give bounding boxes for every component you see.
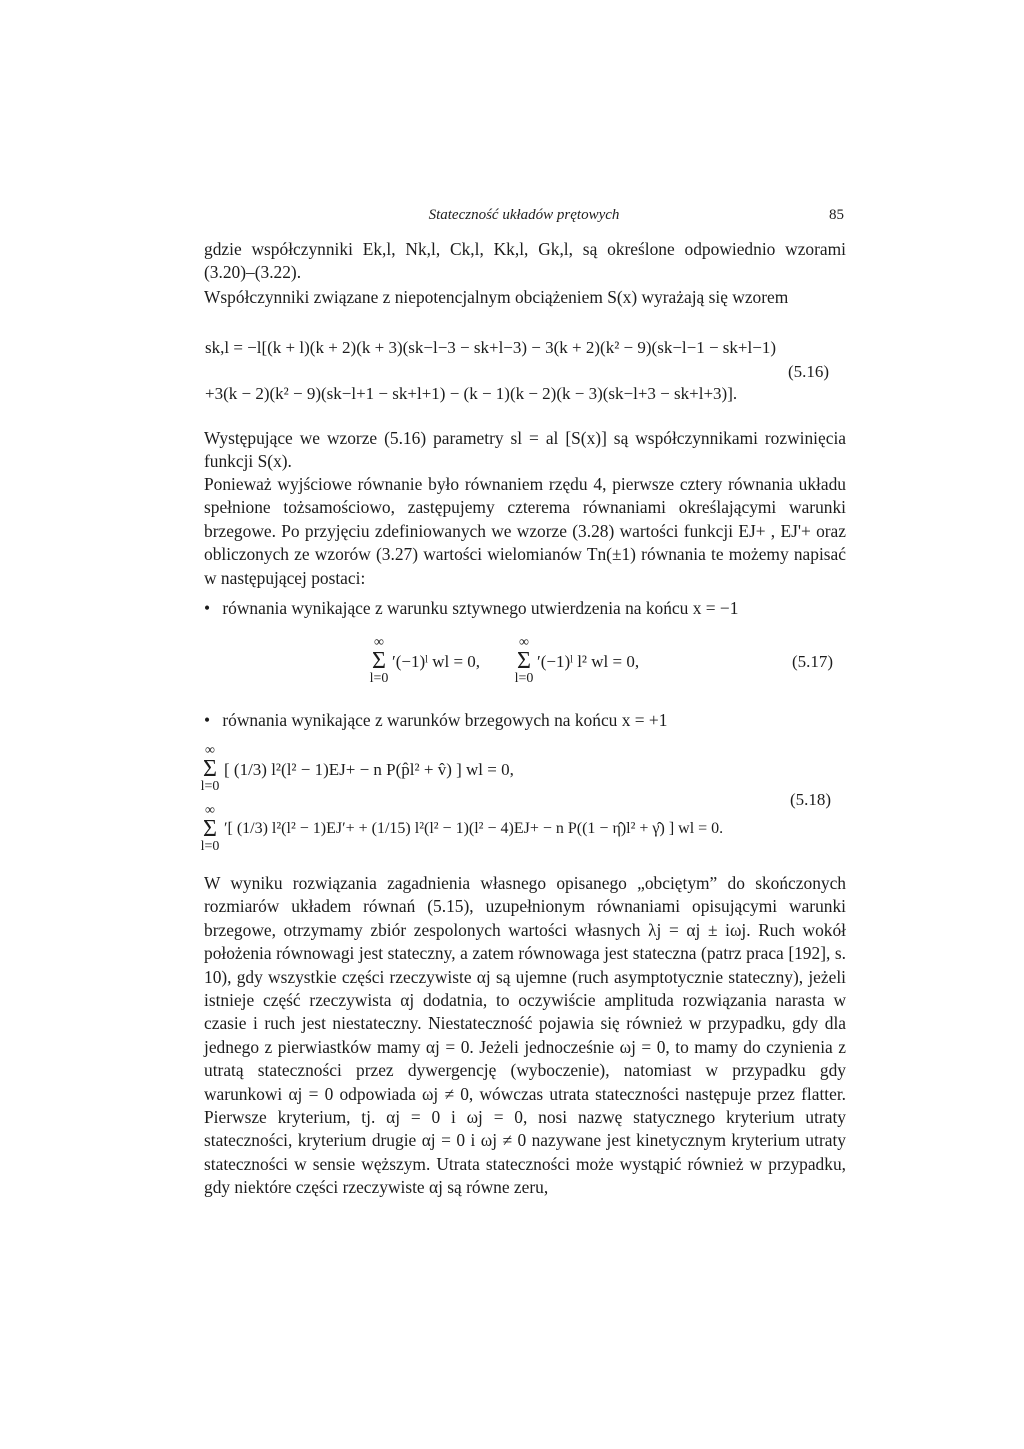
sigma-icon: Σ	[203, 756, 217, 782]
equation-number-5-18: (5.18)	[790, 790, 832, 809]
bullet-1	[204, 598, 738, 619]
sum-sign	[512, 636, 536, 686]
equation-5-16-line-1: sk,l = −l[(k + l)(k + 2)(k + 3)(sk−l−3 − sk+l−3) − 3(k + 2)(k² − 9)(sk−l−1 − sk+l−1)	[205, 338, 776, 357]
bullet-2-text: równania wynikające z warunków brzegowych na końcu x = +1	[222, 710, 668, 730]
bullet-1-text: równania wynikające z warunku sztywnego utwierdzenia na końcu x = −1	[222, 598, 739, 618]
paragraph-1: gdzie współczynniki Ek,l, Nk,l, Ck,l, Kk,l, Gk,l, są określone odpowiednio wzorami (3.20)–(3.22).	[204, 239, 846, 283]
sigma-icon: Σ	[372, 648, 386, 674]
paragraph-4: Ponieważ wyjściowe równanie było równaniem rzędu 4, pierwsze cztery równania układu spełnione tożsamościowo, zastępujemy czterema równaniami określającymi warunki brzegowe. Po przyjęciu zdefiniowanych we wzorze (3.28) wartości funkcji EJ+ , EJ'+ oraz obliczonych ze wzorów (3.27) wartości wielomianów Tn(±1) równania te możemy napisać w następującej postaci:	[204, 474, 846, 588]
page-header	[204, 207, 844, 229]
equation-number-5-17: (5.17)	[792, 652, 834, 671]
sigma-icon: Σ	[203, 816, 217, 842]
sum-lower-limit: l=0	[200, 839, 220, 854]
bullet-2	[204, 710, 667, 731]
sum-sign	[367, 636, 391, 686]
equation-5-16-line-2: +3(k − 2)(k² − 9)(sk−l+1 − sk+l+1) − (k − 1)(k − 2)(k − 3)(sk−l+3 − sk+l+3)].	[205, 384, 738, 403]
sum-upper-limit: ∞	[519, 635, 529, 650]
sum-sign	[198, 804, 222, 854]
paragraph-5: W wyniku rozwiązania zagadnienia własnego opisanego „obciętym” do skończonych rozmiarów układem równań (5.15), uzupełnionym równaniami opisującymi warunki brzegowe, otrzymamy zbiór zespolonych wartości własnych λj = αj ± iωj. Ruch wokół położenia równowagi jest stateczny, a zatem równowaga jest stateczna (patrz praca [192], s. 10), gdy wszystkie części rzeczywiste αj są ujemne (ruch asymptotycznie stateczny), jeżeli istnieje część rzeczywista αj dodatnia, to oczywiście amplituda rozwiązania narasta w czasie i ruch jest niestateczny. Niestateczność pojawia się również w przypadku, gdy dla jednego z pierwiastków mamy αj = 0. Jeżeli jednocześnie ωj = 0, to mamy do czynienia z utratą stateczności przez dywergencję (wyboczenie), natomiast w przypadku gdy warunkowi αj = 0 odpowiada ωj ≠ 0, wówczas utrata stateczności następuje przez flatter. Pierwsze kryterium, tj. αj = 0 i ωj = 0, nosi nazwę statycznego kryterium utraty stateczności, kryterium drugie αj = 0 i ωj ≠ 0 nazywane jest kinetycznym kryterium utraty stateczności w sensie węższym. Utrata stateczności może wystąpić również w przypadku, gdy niektóre części rzeczywiste αj są równe zeru,	[204, 873, 846, 1198]
paragraph-2: Współczynniki związane z niepotencjalnym obciążeniem S(x) wyrażają się wzorem	[204, 287, 789, 307]
sum-upper-limit: ∞	[205, 803, 215, 818]
bullet-dot-icon: •	[204, 598, 211, 618]
sum-lower-limit: l=0	[514, 671, 534, 686]
sigma-icon: Σ	[517, 648, 531, 674]
equation-5-17-a: ′(−1)ˡ wl = 0,	[392, 652, 481, 671]
sum-upper-limit: ∞	[205, 743, 215, 758]
equation-5-17-b: ′(−1)ˡ l² wl = 0,	[537, 652, 640, 671]
sum-lower-limit: l=0	[200, 779, 220, 794]
page-number: 85	[829, 207, 844, 223]
sum-upper-limit: ∞	[374, 635, 384, 650]
bullet-dot-icon: •	[204, 710, 211, 730]
paragraph-3: Występujące we wzorze (5.16) parametry sl = al [S(x)] są współczynnikami rozwinięcia funkcji S(x).	[204, 428, 846, 472]
sum-sign	[198, 744, 222, 794]
sum-lower-limit: l=0	[369, 671, 389, 686]
equation-5-18-line-1: [ (1/3) l²(l² − 1)EJ+ − n P(p̂l² + v̂) ] wl = 0,	[224, 760, 514, 779]
equation-number-5-16: (5.16)	[788, 362, 830, 381]
equation-5-18-line-2: ′[ (1/3) l²(l² − 1)EJ′+ + (1/15) l²(l² − 1)(l² − 4)EJ+ − n P((1 − η̂)l² + γ̂) ] wl = 0.	[224, 820, 724, 837]
running-title: Stateczność układów prętowych	[428, 207, 620, 223]
